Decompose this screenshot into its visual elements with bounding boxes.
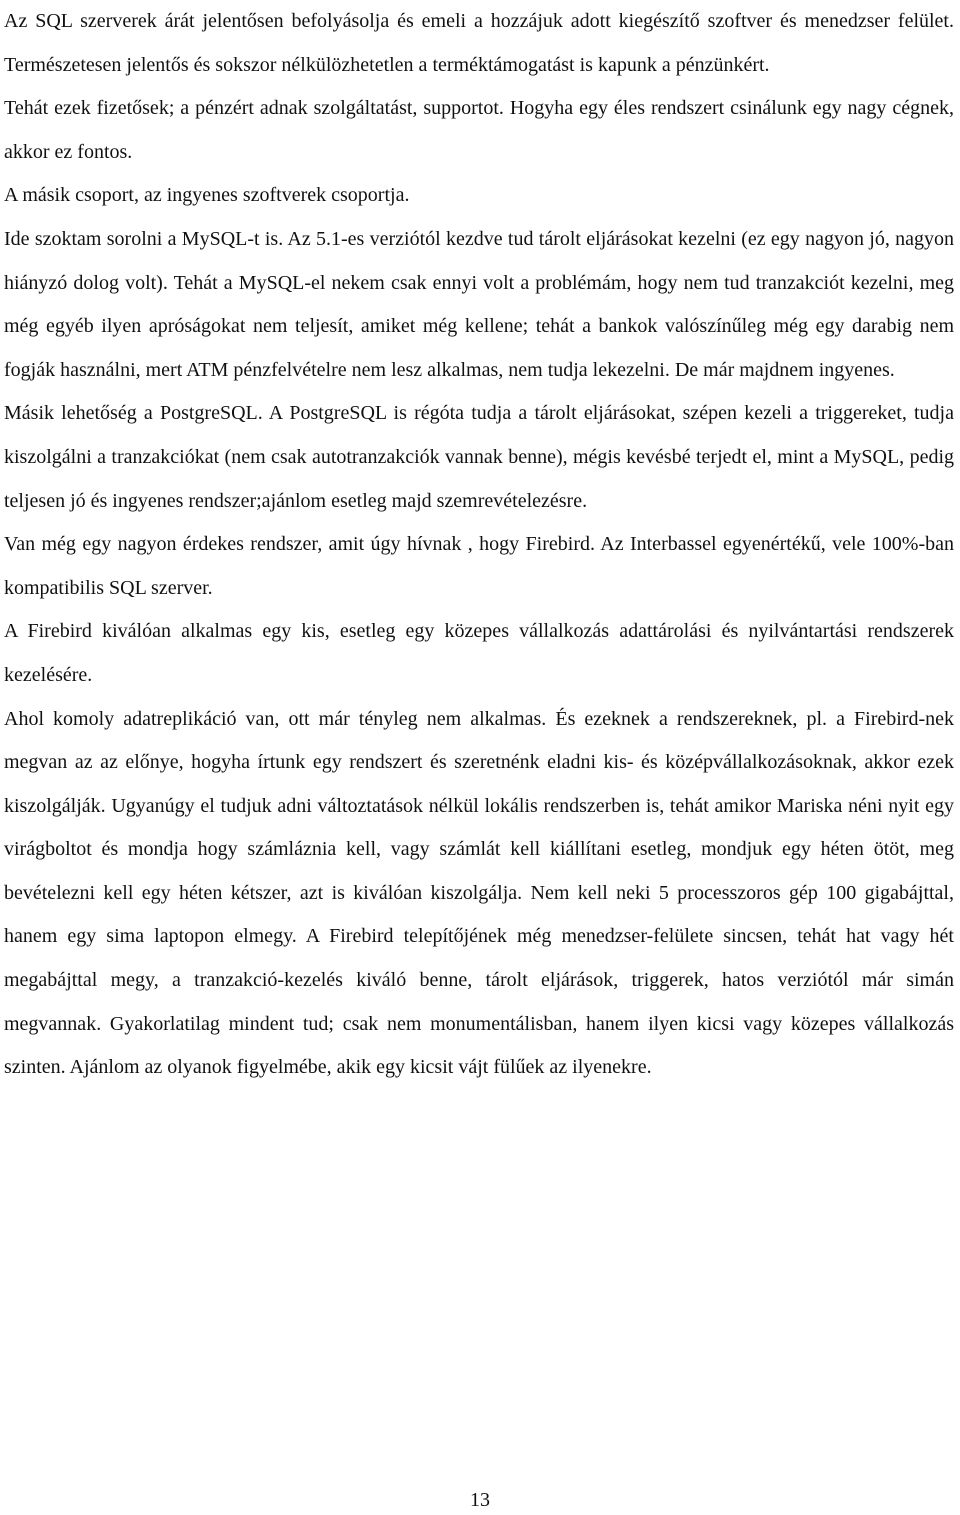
paragraph-postgresql: Másik lehetőség a PostgreSQL. A PostgreSQL is régóta tudja a tárolt eljárásokat, szépen kezeli a triggereket, tudja kiszolgálni a tranzakciókat (nem csak autotranzakciók vannak benne), mégis kevésbé terjedt el, mint a MySQL, pedig teljesen jó és ingyenes rendszer;ajánlom esetleg majd szemrevételezésre.: [4, 402, 954, 512]
paragraph-firebird-intro: Van még egy nagyon érdekes rendszer, amit úgy hívnak , hogy Firebird. Az Interbassel egyenértékű, vele 100%-ban kompatibilis SQL szerver.: [4, 533, 954, 599]
paragraph-firebird-suitability: A Firebird kiválóan alkalmas egy kis, esetleg egy közepes vállalkozás adattárolási és nyilvántartási rendszerek kezelésére.: [4, 620, 954, 686]
paragraph-mysql: Ide szoktam sorolni a MySQL-t is. Az 5.1-es verziótól kezdve tud tárolt eljárásokat kezelni (ez egy nagyon jó, nagyon hiányzó dolog volt). Tehát a MySQL-el nekem csak ennyi volt a problémám, hogy nem tud tranzakciót kezelni, meg még egyéb ilyen apróságokat nem teljesít, amiket még kellene; tehát a bankok valószínűleg még egy darabig nem fogják használni, mert ATM pénzfelvételre nem lesz alkalmas, nem tudja lekezelni. De már majdnem ingyenes.: [4, 227, 954, 381]
paragraph-paid-support: Tehát ezek fizetősek; a pénzért adnak szolgáltatást, supportot. Hogyha egy éles rendszert csinálunk egy nagy cégnek, akkor ez fontos.: [4, 97, 954, 163]
paragraph-free-software-group: A másik csoport, az ingyenes szoftverek csoportja.: [4, 184, 410, 207]
paragraph-sql-server-price: Az SQL szerverek árát jelentősen befolyásolja és emeli a hozzájuk adott kiegészítő szoftver és menedzser felület. Természetesen jelentős és sokszor nélkülözhetetlen a terméktámogatást is kapunk a pénzünkért.: [4, 10, 954, 76]
body-text: [4, 0, 954, 1090]
paragraph-firebird-advantages: Ahol komoly adatreplikáció van, ott már tényleg nem alkalmas. És ezeknek a rendszereknek, pl. a Firebird-nek megvan az az előnye, hogyha írtunk egy rendszert és szeretnénk eladni kis- és középvállalkozásoknak, akkor ezek kiszolgálják. Ugyanúgy el tudjuk adni változtatások nélkül lokális rendszerben is, tehát amikor Mariska néni nyit egy virágboltot és mondja hogy számláznia kell, vagy számlát kell kiállítani esetleg, mondjuk egy héten ötöt, meg bevételezni kell egy héten kétszer, azt is kiválóan kiszolgálja. Nem kell neki 5 processzoros gép 100 gigabájttal, hanem egy sima laptopon elmegy. A Firebird telepítőjének még menedzser-felülete sincsen, tehát hat vagy hét megabájttal megy, a tranzakció-kezelés kiváló benne, tárolt eljárások, triggerek, hatos verziótól már simán megvannak. Gyakorlatilag mindent tud; csak nem monumentálisban, hanem ilyen kicsi vagy közepes vállalkozás szinten. Ajánlom az olyanok figyelmébe, akik egy kicsit vájt fülűek az ilyenekre.: [4, 707, 954, 1079]
page-number: 13: [470, 1489, 490, 1511]
